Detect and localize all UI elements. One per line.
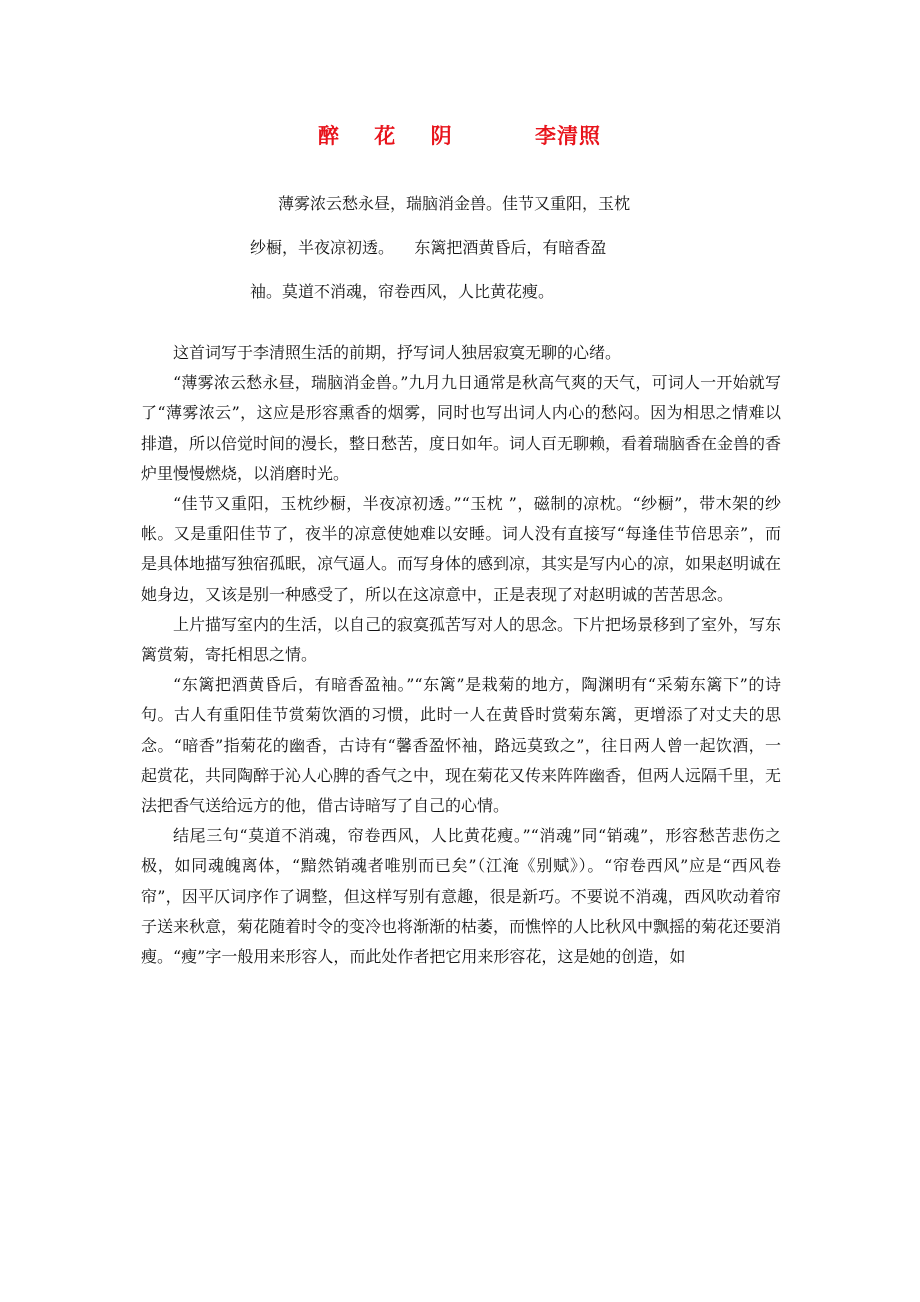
commentary-paragraph: “薄雾浓云愁永昼，瑞脑消金兽。”九月九日通常是秋高气爽的天气，可词人一开始就写了“薄雾浓云”，这应是形容熏香的烟雾，同时也写出词人内心的愁闷。因为相思之情难以排遣，所以倍觉时间的漫长，整日愁苦，度日如年。词人百无聊赖，看着瑞脑香在金兽的香炉里慢慢燃烧，以消磨时光。 — [141, 373, 782, 483]
poem-author: 李清照 — [535, 123, 601, 148]
commentary-paragraph: 这首词写于李清照生活的前期，抒写词人独居寂寞无聊的心绪。 — [173, 343, 622, 362]
commentary-paragraph: “东篱把酒黄昏后，有暗香盈袖。”“东篱”是栽菊的地方，陶渊明有“采菊东篱下”的诗句。古人有重阳佳节赏菊饮酒的习惯，此时一人在黄昏时赏菊东篱，更增添了对丈夫的思念。“暗香”指菊花的幽香，古诗有“馨香盈怀袖，路远莫致之”，往日两人曾一起饮酒，一起赏花，共同陶醉于沁人心脾的香气之中，现在菊花又传来阵阵幽香，但两人远隔千里，无法把香气送给远方的他，借古诗暗写了自己的心情。 — [141, 675, 782, 816]
poem-title: 醉 花 阴 — [318, 123, 466, 148]
poem-text — [250, 192, 670, 324]
poem-line: 纱橱，半夜凉初透。 东篱把酒黄昏后，有暗香盈 — [250, 238, 607, 257]
commentary-body — [141, 338, 781, 972]
title-row — [0, 120, 920, 156]
commentary-paragraph: 结尾三句“莫道不消魂，帘卷西风，人比黄花瘦。”“消魂”同“销魂”，形容愁苦悲伤之极，如同魂魄离体，“黯然销魂者唯别而已矣”（江淹《别赋》）。“帘卷西风”应是“西风卷帘”，因平仄词序作了调整，但这样写别有意趣，很是新巧。不要说不消魂，西风吹动着帘子送来秋意，菊花随着时令的变冷也将渐渐的枯萎，而憔悴的人比秋风中飘摇的菊花还要消瘦。“瘦”字一般用来形容人，而此处作者把它用来形容花，这是她的创造，如 — [141, 826, 782, 967]
poem-line: 薄雾浓云愁永昼，瑞脑消金兽。佳节又重阳，玉枕 — [278, 194, 631, 213]
commentary-paragraph: “佳节又重阳，玉枕纱橱，半夜凉初透。”“玉枕 ”，磁制的凉枕。“纱橱”，带木架的纱帐。又是重阳佳节了，夜半的凉意使她难以安睡。词人没有直接写“每逢佳节倍思亲”，而是具体地描写独宿孤眠，凉气逼人。而写身体的感到凉，其实是写内心的凉，如果赵明诚在她身边，又该是别一种感受了，所以在这凉意中，正是表现了对赵明诚的苦苦思念。 — [141, 494, 782, 604]
commentary-paragraph: 上片描写室内的生活，以自己的寂寞孤苦写对人的思念。下片把场景移到了室外，写东篱赏菊，寄托相思之情。 — [141, 614, 782, 665]
poem-line: 袖。莫道不消魂，帘卷西风，人比黄花瘦。 — [250, 282, 555, 301]
